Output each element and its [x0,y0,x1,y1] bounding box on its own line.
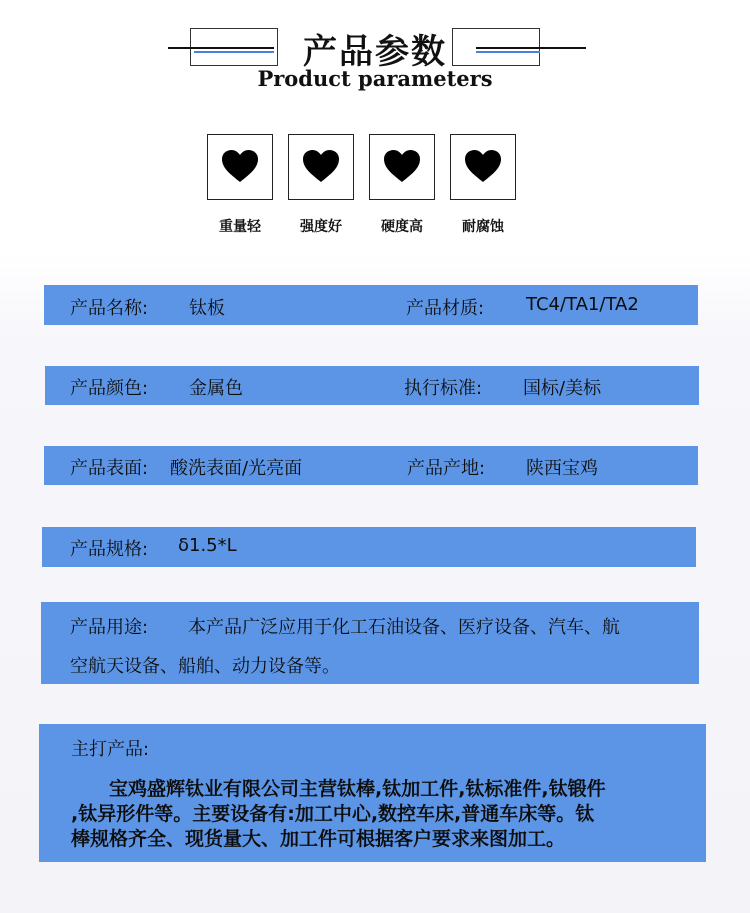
material-label: 产品材质: [406,298,485,319]
heart-icon [384,150,420,184]
feature-label: 硬度高 [381,219,423,235]
origin-value: 陕西宝鸡 [526,458,598,479]
main-products-panel [39,724,706,862]
page-subtitle: Product parameters [257,66,493,91]
heart-icon [465,150,501,184]
feature-item [369,134,435,236]
surface-label: 产品表面: [70,458,149,479]
feature-icon-box [288,134,354,200]
usage-line-2: 空航天设备、船舶、动力设备等。 [70,656,340,677]
feature-list [0,134,750,244]
spec-value: δ1.5*L [178,535,237,556]
param-row-surface-origin [44,446,698,485]
surface-value: 酸洗表面/光亮面 [170,458,303,479]
heart-icon [303,150,339,184]
name-label: 产品名称: [70,298,149,319]
param-row-name-material [44,285,698,325]
feature-icon-box [450,134,516,200]
param-row-spec [42,527,696,567]
feature-icon-box [369,134,435,200]
main-products-label: 主打产品: [71,739,150,760]
feature-label: 重量轻 [219,219,261,235]
material-value: TC4/TA1/TA2 [526,294,639,315]
spec-label: 产品规格: [70,539,149,560]
standard-label: 执行标准: [404,378,483,399]
feature-item [450,134,516,236]
color-value: 金属色 [189,378,243,399]
heart-icon [222,150,258,184]
param-row-color-standard [45,366,699,405]
section-header [0,0,750,110]
color-label: 产品颜色: [70,378,149,399]
origin-label: 产品产地: [407,458,486,479]
feature-icon-box [207,134,273,200]
feature-item [207,134,273,236]
name-value: 钛板 [189,298,225,319]
standard-value: 国标/美标 [523,378,602,399]
page-title: 产品参数 [303,32,447,72]
main-products-line-1: 宝鸡盛辉钛业有限公司主营钛棒,钛加工件,钛标准件,钛锻件 [109,778,606,800]
main-products-line-3: 棒规格齐全、现货量大、加工件可根据客户要求来图加工。 [71,828,566,850]
main-products-line-2: ,钛异形件等。主要设备有:加工中心,数控车床,普通车床等。钛 [71,803,595,825]
param-row-usage [41,602,699,684]
usage-line-1: 本产品广泛应用于化工石油设备、医疗设备、汽车、航 [188,617,620,638]
feature-label: 耐腐蚀 [462,219,504,235]
feature-item [288,134,354,236]
feature-label: 强度好 [300,219,342,235]
usage-label: 产品用途: [70,617,149,638]
